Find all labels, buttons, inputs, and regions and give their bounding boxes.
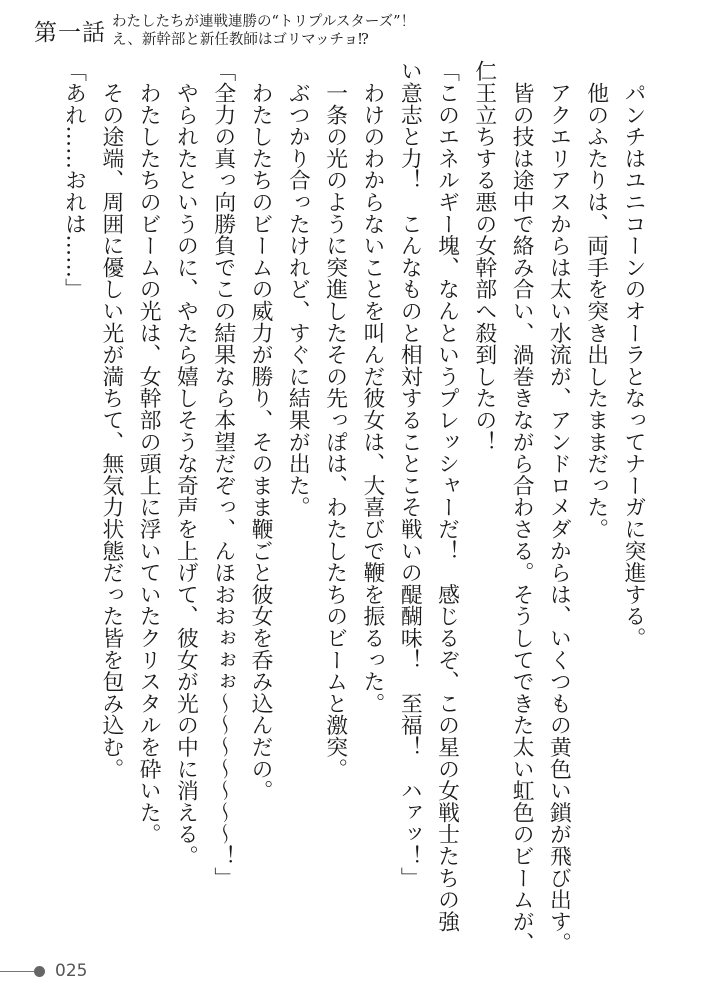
text-column: わけのわからないことを叫んだ彼女は、大喜びで鞭を振るった。 (359, 60, 385, 714)
text-column: 「このエネルギー塊、なんというプレッシャーだ！ 感じるぞ、この星の女戦士たちの強 (434, 60, 460, 932)
text-column: 皆の技は途中で絡み合い、渦巻きながら合わさる。そうしてできた太い虹色のビームが、 (509, 60, 535, 954)
text-column: い意志と力！ こんなものと相対することこそ戦いの醍醐味！ 至福！ ハァッ！」 (397, 60, 423, 889)
chapter-subtitle (112, 13, 415, 49)
text-column: ぶつかり合ったけれど、すぐに結果が出た。 (285, 60, 311, 518)
text-column: 一条の光のように突進したその先っぽは、わたしたちのビームと激突。 (322, 60, 348, 780)
text-column: 「あれ……おれは……」 (61, 60, 87, 300)
text-column: やられたというのに、やたら嬉しそうな奇声を上げて、彼女が光の中に消える。 (173, 60, 199, 867)
text-column: わたしたちのビームの光は、女幹部の頭上に浮いていたクリスタルを砕いた。 (136, 60, 162, 845)
footer-dot-icon (34, 966, 45, 977)
text-column: 他のふたりは、両手を突き出したままだった。 (583, 60, 609, 540)
subtitle-line-2: え、新幹部と新任教師はゴリマッチョ⁉ (112, 32, 369, 48)
footer-rule (0, 971, 36, 972)
text-column: その途端、周囲に優しい光が満ちて、無気力状態だった皆を包み込む。 (98, 60, 124, 780)
body-text (52, 60, 652, 954)
text-column: 「全力の真っ向勝負でこの結果なら本望だぞっ、んほおおぉぉぉ～～～～～～～！」 (210, 60, 236, 889)
text-column: アクエリアスからは太い水流が、アンドロメダからは、いくつもの黄色い鎖が飛び出す。 (546, 60, 572, 954)
text-column: 仁王立ちする悪の女幹部へ殺到したの！ (471, 60, 497, 453)
text-column: パンチはユニコーンのオーラとなってナーガに突進する。 (621, 60, 646, 649)
page-number: 025 (55, 961, 88, 981)
subtitle-line-1: わたしたちが連戦連勝の“トリプルスターズ”！ (112, 14, 416, 30)
chapter-title: 第一話 (34, 20, 106, 46)
text-column: わたしたちのビームの威力が勝り、そのまま鞭ごと彼女を呑み込んだの。 (248, 60, 274, 802)
